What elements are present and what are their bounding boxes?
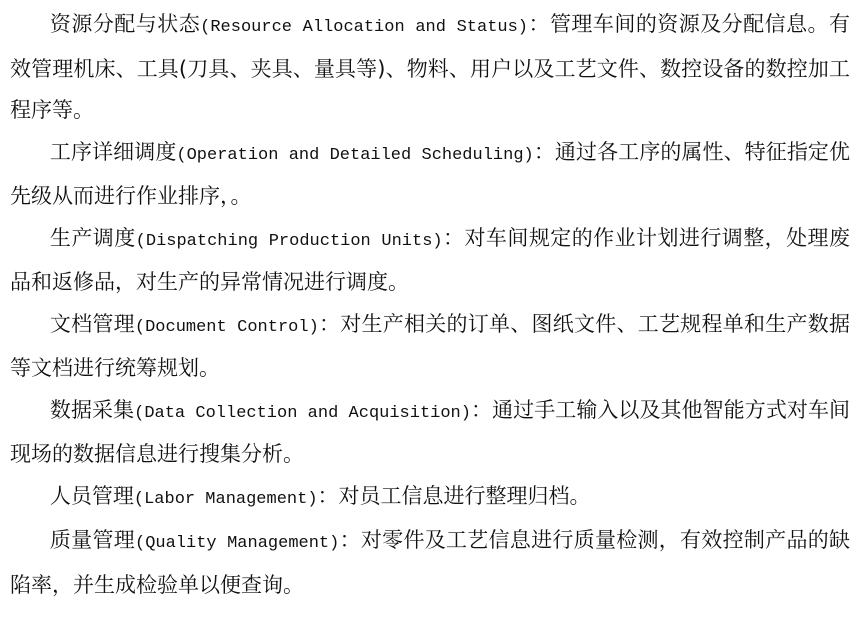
paragraph-body: ：对生产相关的订单、图纸文件、工艺规程单和生产数据等文档进行统筹规划。	[10, 311, 851, 380]
paragraph-body: ：对员工信息进行整理归档。	[317, 483, 591, 508]
paragraph-quality-management	[10, 520, 850, 606]
paragraph-english-term: (Quality Management)	[135, 534, 340, 553]
paragraph-english-term: (Dispatching Production Units)	[135, 231, 443, 251]
paragraph-title: 质量管理	[49, 528, 136, 552]
paragraph-dispatching	[10, 218, 850, 304]
paragraph-title: 人员管理	[49, 483, 134, 508]
paragraph-data-collection	[10, 390, 850, 476]
document-body	[10, 4, 850, 606]
paragraph-body: ：管理车间的资源及分配信息。有效管理机床、工具(刀具、夹具、量具等)、物料、用户以及工艺文件、数控设备的数控加工程序等。	[10, 12, 851, 122]
paragraph-labor-management	[10, 476, 850, 521]
paragraph-title: 文档管理	[49, 311, 135, 336]
paragraph-english-term: (Resource Allocation and Status)	[200, 18, 529, 37]
paragraph-title: 数据采集	[49, 397, 135, 422]
paragraph-operation-scheduling	[10, 132, 850, 218]
paragraph-document-control	[10, 304, 850, 390]
paragraph-body: ：对零件及工艺信息进行质量检测，有效控制产品的缺陷率，并生成检验单以便查询。	[10, 528, 850, 597]
paragraph-english-term: (Operation and Detailed Scheduling)	[176, 145, 534, 165]
paragraph-resource-allocation	[10, 4, 850, 132]
paragraph-body: ：通过手工输入以及其他智能方式对车间现场的数据信息进行搜集分析。	[10, 397, 851, 466]
paragraph-english-term: (Labor Management)	[133, 489, 318, 509]
paragraph-english-term: (Document Control)	[134, 317, 319, 337]
paragraph-body: ：对车间规定的作业计划进行调整，处理废品和返修品，对生产的异常情况进行调度。	[10, 225, 851, 294]
paragraph-english-term: (Data Collection and Acquisition)	[134, 403, 471, 423]
paragraph-body: ：通过各工序的属性、特征指定优先级从而进行作业排序，。	[10, 139, 851, 208]
paragraph-title: 资源分配与状态	[49, 12, 201, 36]
paragraph-title: 工序详细调度	[49, 139, 177, 164]
paragraph-title: 生产调度	[49, 225, 136, 250]
